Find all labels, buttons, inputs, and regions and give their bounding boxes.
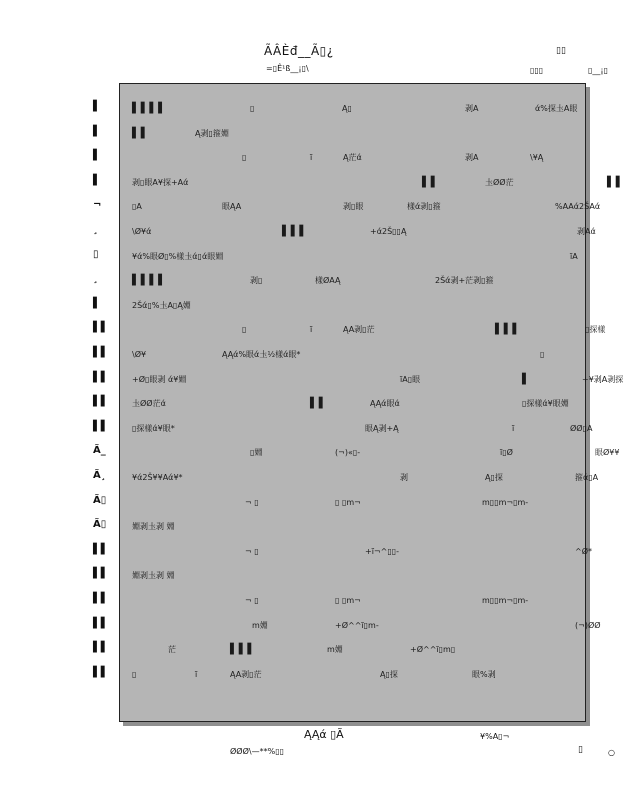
row-marker: ▯: [93, 249, 99, 260]
table-cell: 樣ØAĄ: [315, 276, 341, 285]
table-cell: %AAά2ŠAά: [555, 202, 601, 211]
table-cell: 茫: [168, 645, 176, 654]
row-marker: ▌: [93, 175, 101, 186]
table-cell: m▯▯m¬▯m-: [482, 498, 529, 507]
row-marker: ▌▌: [93, 372, 109, 383]
row-marker: ▌▌: [93, 618, 109, 629]
row-marker: Ã_: [93, 445, 106, 456]
table-cell: 剥A: [465, 104, 479, 113]
table-cell: ▯婣: [250, 448, 263, 457]
table-row: [120, 300, 585, 314]
table-cell: ¬ ▯: [245, 547, 259, 556]
table-cell: ¬ ▯: [245, 498, 259, 507]
table-cell: ▌▌: [422, 177, 440, 188]
row-marker: ¬: [93, 199, 102, 210]
table-row: [120, 447, 620, 461]
table-cell: Ą剥▯箍婣: [195, 129, 229, 138]
table-cell: +¥剥A剥探: [582, 375, 624, 384]
table-cell: ά%探圡A眼: [535, 104, 578, 113]
table-cell: Ą▯探: [485, 473, 503, 482]
table-cell: ØØ▯A: [570, 424, 593, 433]
table-cell: 眼%剥: [472, 670, 496, 679]
table-cell: 剥▯眼: [343, 202, 364, 211]
table-cell: 樣ά剥▯箍: [407, 202, 441, 211]
table-cell: ĄĄά眼ά: [370, 399, 400, 408]
row-marker: ▌: [93, 150, 101, 161]
table-cell: 2Šά剥+茫剥▯箍: [435, 276, 494, 285]
table-cell: 箍ά▯A: [575, 473, 599, 482]
row-marker: ▌: [93, 298, 101, 309]
table-cell: ▌▌▌▌: [132, 103, 167, 114]
table-cell: 剥Aά: [577, 227, 596, 236]
table-cell: ▌▌: [607, 177, 624, 188]
table-cell: ¬ ▯: [245, 596, 259, 605]
table-cell: 剥▯眼A¥探+Aά: [132, 178, 189, 187]
row-marker: ▌▌: [93, 421, 109, 432]
table-cell: Ą茫ά: [343, 153, 362, 162]
table-cell: ĄA剥▯茫: [343, 325, 375, 334]
table-cell: +Ø^^ĩ▯m▯: [410, 645, 456, 654]
table-cell: (¬)«▯-: [335, 448, 361, 457]
table-cell: ¥ά2Š¥¥Aά¥*: [132, 473, 183, 482]
table-cell: ▯: [242, 325, 247, 334]
table-cell: ▯: [540, 350, 545, 359]
table-row: [120, 324, 606, 338]
table-cell: ▯A: [132, 202, 142, 211]
table-cell: ▌▌: [310, 398, 328, 409]
row-marker: ▌▌: [93, 347, 109, 358]
table-row: [120, 275, 585, 289]
row-marker: ▌: [93, 126, 101, 137]
row-marker: ▌▌: [93, 667, 109, 678]
table-cell: ▌▌▌▌: [132, 275, 167, 286]
table-row: [120, 497, 585, 511]
table-cell: 剥A: [465, 153, 479, 162]
table-row: [120, 521, 585, 535]
table-row: [120, 472, 599, 486]
table-cell: ĄĄά%眼ά圡½樣ά眼*: [222, 350, 301, 359]
table-row: [120, 669, 585, 683]
footer-bottom-right-a: ▯: [578, 745, 583, 755]
footer-right: ¥%A▯¬: [480, 732, 510, 741]
table-row: [120, 152, 585, 166]
table-cell: ĩA: [570, 252, 578, 261]
table-cell: +ĩ¬^▯▯-: [365, 547, 400, 556]
table-cell: ▯: [250, 104, 255, 113]
row-marker: ▌▌: [93, 642, 109, 653]
table-cell: 眼Ø¥¥: [595, 448, 620, 457]
table-row: [120, 570, 585, 584]
table-cell: m婣: [327, 645, 343, 654]
table-cell: ▯ ▯m¬: [335, 498, 361, 507]
table-cell: ĩ: [310, 153, 313, 162]
table-row: [120, 349, 585, 363]
header-right-top: ▯▯: [556, 46, 566, 56]
table-cell: ▌▌▌: [230, 644, 257, 655]
row-marker: Ã¸: [93, 470, 106, 481]
footer-center: ĄĄά ▯Ã: [304, 728, 344, 741]
table-cell: \Ø¥ά: [132, 227, 152, 236]
page-title: ÃÂÈđ__Ã▯¿: [264, 44, 334, 58]
header-right-mid-a: ▯▯▯: [530, 66, 544, 75]
table-cell: ▌▌▌: [282, 226, 309, 237]
table-cell: m婣: [252, 621, 268, 630]
table-row: [120, 251, 585, 265]
table-cell: 婣剥圡剥 婣: [132, 522, 175, 531]
table-row: [120, 226, 596, 240]
table-cell: 眼ĄA: [222, 202, 242, 211]
table-cell: 婣剥圡剥 婣: [132, 571, 175, 580]
table-cell: 圡ØØ茫: [485, 178, 514, 187]
table-cell: ▯: [242, 153, 247, 162]
table-cell: ▌▌▌: [495, 324, 522, 335]
table-cell: ĩ▯Ø: [500, 448, 513, 457]
content-panel: [119, 83, 624, 722]
table-cell: ĩ: [310, 325, 313, 334]
table-row: [120, 103, 585, 117]
table-cell: 剥: [400, 473, 408, 482]
row-marker: ▌▌: [93, 568, 109, 579]
row-marker: Ã▯: [93, 495, 107, 506]
table-cell: ▌▌: [132, 128, 150, 139]
table-cell: m▯▯m¬▯m-: [482, 596, 529, 605]
table-row: [120, 595, 585, 609]
table-cell: \Ø¥: [132, 350, 147, 359]
table-cell: ĩ: [512, 424, 515, 433]
table-cell: ▯ ▯m¬: [335, 596, 361, 605]
row-marker: ¸: [93, 273, 98, 284]
table-cell: 圡ØØ茫ά: [132, 399, 166, 408]
table-row: [120, 201, 601, 215]
table-cell: ▯探樣ά¥眼婣: [522, 399, 569, 408]
row-marker: ▌▌: [93, 322, 109, 333]
row-marker: ▌▌: [93, 544, 109, 555]
table-cell: \¥Ą: [530, 153, 544, 162]
table-cell: 2Šά▯%圡A▯Ą婣: [132, 301, 191, 310]
table-cell: +Ø^^ĩ▯m-: [335, 621, 379, 630]
table-row: [120, 177, 624, 191]
table-cell: ▯探樣ά¥眼*: [132, 424, 175, 433]
table-cell: Ą▯探: [380, 670, 398, 679]
table-cell: ^Ø*: [575, 547, 592, 556]
table-cell: ¥ά%眼Ø▯%樣圡ά▯ά眼婣: [132, 252, 224, 261]
table-cell: Ą▯: [342, 104, 352, 113]
footer-bottom-left: ØØØ\—**%▯▯: [230, 747, 284, 756]
row-marker: ▌▌: [93, 396, 109, 407]
footer-bottom-right-b: ○: [608, 748, 615, 757]
row-marker: Ã▯: [93, 519, 107, 530]
table-row: [120, 398, 585, 412]
table-cell: +Ø▯眼剥 ά¥婣: [132, 375, 187, 384]
table-cell: ĩ: [195, 670, 198, 679]
table-row: [120, 546, 592, 560]
table-cell: 剥▯: [250, 276, 263, 285]
table-cell: (¬)ØØ: [575, 621, 601, 630]
page-subtitle: =▯Ê¹ß__¡▯\: [266, 64, 309, 73]
table-row: [120, 620, 601, 634]
table-row: [120, 374, 624, 388]
row-marker: ▌▌: [93, 593, 109, 604]
table-cell: ĄA剥▯茫: [230, 670, 262, 679]
table-row: [120, 644, 585, 658]
table-cell: ▯: [132, 670, 137, 679]
row-marker: ▌: [93, 101, 101, 112]
table-cell: 眼Ą剥+Ą: [365, 424, 399, 433]
table-row: [120, 423, 593, 437]
row-marker: ¸: [93, 224, 98, 235]
table-cell: ▌: [522, 374, 531, 385]
table-row: [120, 128, 585, 142]
table-cell: ĩA▯眼: [400, 375, 421, 384]
header-right-mid-b: ▯__¡▯: [588, 66, 609, 75]
table-cell: ▯探樣: [585, 325, 606, 334]
table-cell: +ά2Š▯▯Ą: [370, 227, 407, 236]
